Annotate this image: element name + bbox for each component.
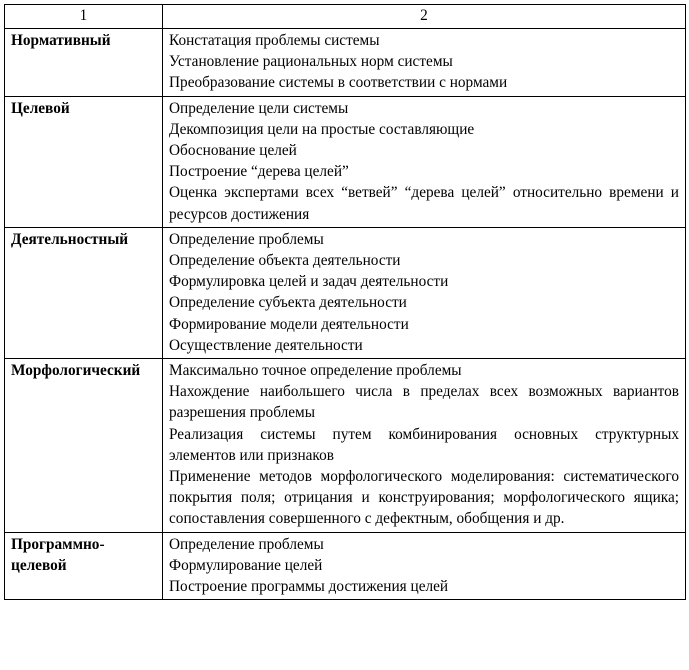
step-item: Установление рациональных норм системы: [169, 53, 453, 71]
approach-name: Целевой: [5, 96, 163, 227]
step-item: Оценка экспертами всех “ветвей” “дерева целей” относительно времени и ресурсов достижения: [169, 184, 679, 223]
step-item: Применение методов морфологического моделирования: систематического покрытия поля; отрицания и конструирования; морфологического ящика; сопоставления совершенного с дефектным, обобщения и др.: [169, 468, 679, 528]
step-item: Обоснование целей: [169, 142, 297, 160]
approaches-table: [4, 4, 686, 600]
step-item: Определение субъекта деятельности: [169, 294, 407, 312]
header-col-1: 1: [5, 5, 163, 29]
table-row: [5, 532, 686, 600]
approach-name: Деятельностный: [5, 227, 163, 358]
step-item: Формирование модели деятельности: [169, 315, 409, 333]
approach-steps: [163, 532, 686, 600]
step-item: Формулировка целей и задач деятельности: [169, 273, 449, 291]
header-row: [5, 5, 686, 29]
step-item: Осуществление деятельности: [169, 336, 363, 354]
step-item: Определение проблемы: [169, 535, 324, 553]
table-row: [5, 96, 686, 227]
approach-steps: [163, 227, 686, 358]
step-item: Декомпозиция цели на простые составляющие: [169, 120, 475, 138]
step-item: Преобразование системы в соответствии с нормами: [169, 74, 508, 92]
table-row: [5, 359, 686, 533]
step-item: Построение программы достижения целей: [169, 578, 449, 596]
table-row: [5, 227, 686, 358]
step-item: Максимально точное определение проблемы: [169, 362, 462, 380]
step-item: Определение проблемы: [169, 230, 324, 248]
approach-name: Морфологический: [5, 359, 163, 533]
approach-steps: [163, 96, 686, 227]
header-col-2: 2: [163, 5, 686, 29]
step-item: Реализация системы путем комбинирования основных структурных элементов или признаков: [169, 425, 679, 464]
step-item: Нахождение наибольшего числа в пределах всех возможных вариантов разрешения проблемы: [169, 383, 679, 422]
step-item: Построение “дерева целей”: [169, 163, 349, 181]
approach-steps: [163, 29, 686, 97]
step-item: Определение цели системы: [169, 99, 349, 117]
approach-name: Нормативный: [5, 29, 163, 97]
approach-name: Программно-целевой: [5, 532, 163, 600]
table-row: [5, 29, 686, 97]
step-item: Определение объекта деятельности: [169, 252, 401, 270]
approach-steps: [163, 359, 686, 533]
step-item: Констатация проблемы системы: [169, 32, 380, 49]
step-item: Формулирование целей: [169, 556, 323, 574]
